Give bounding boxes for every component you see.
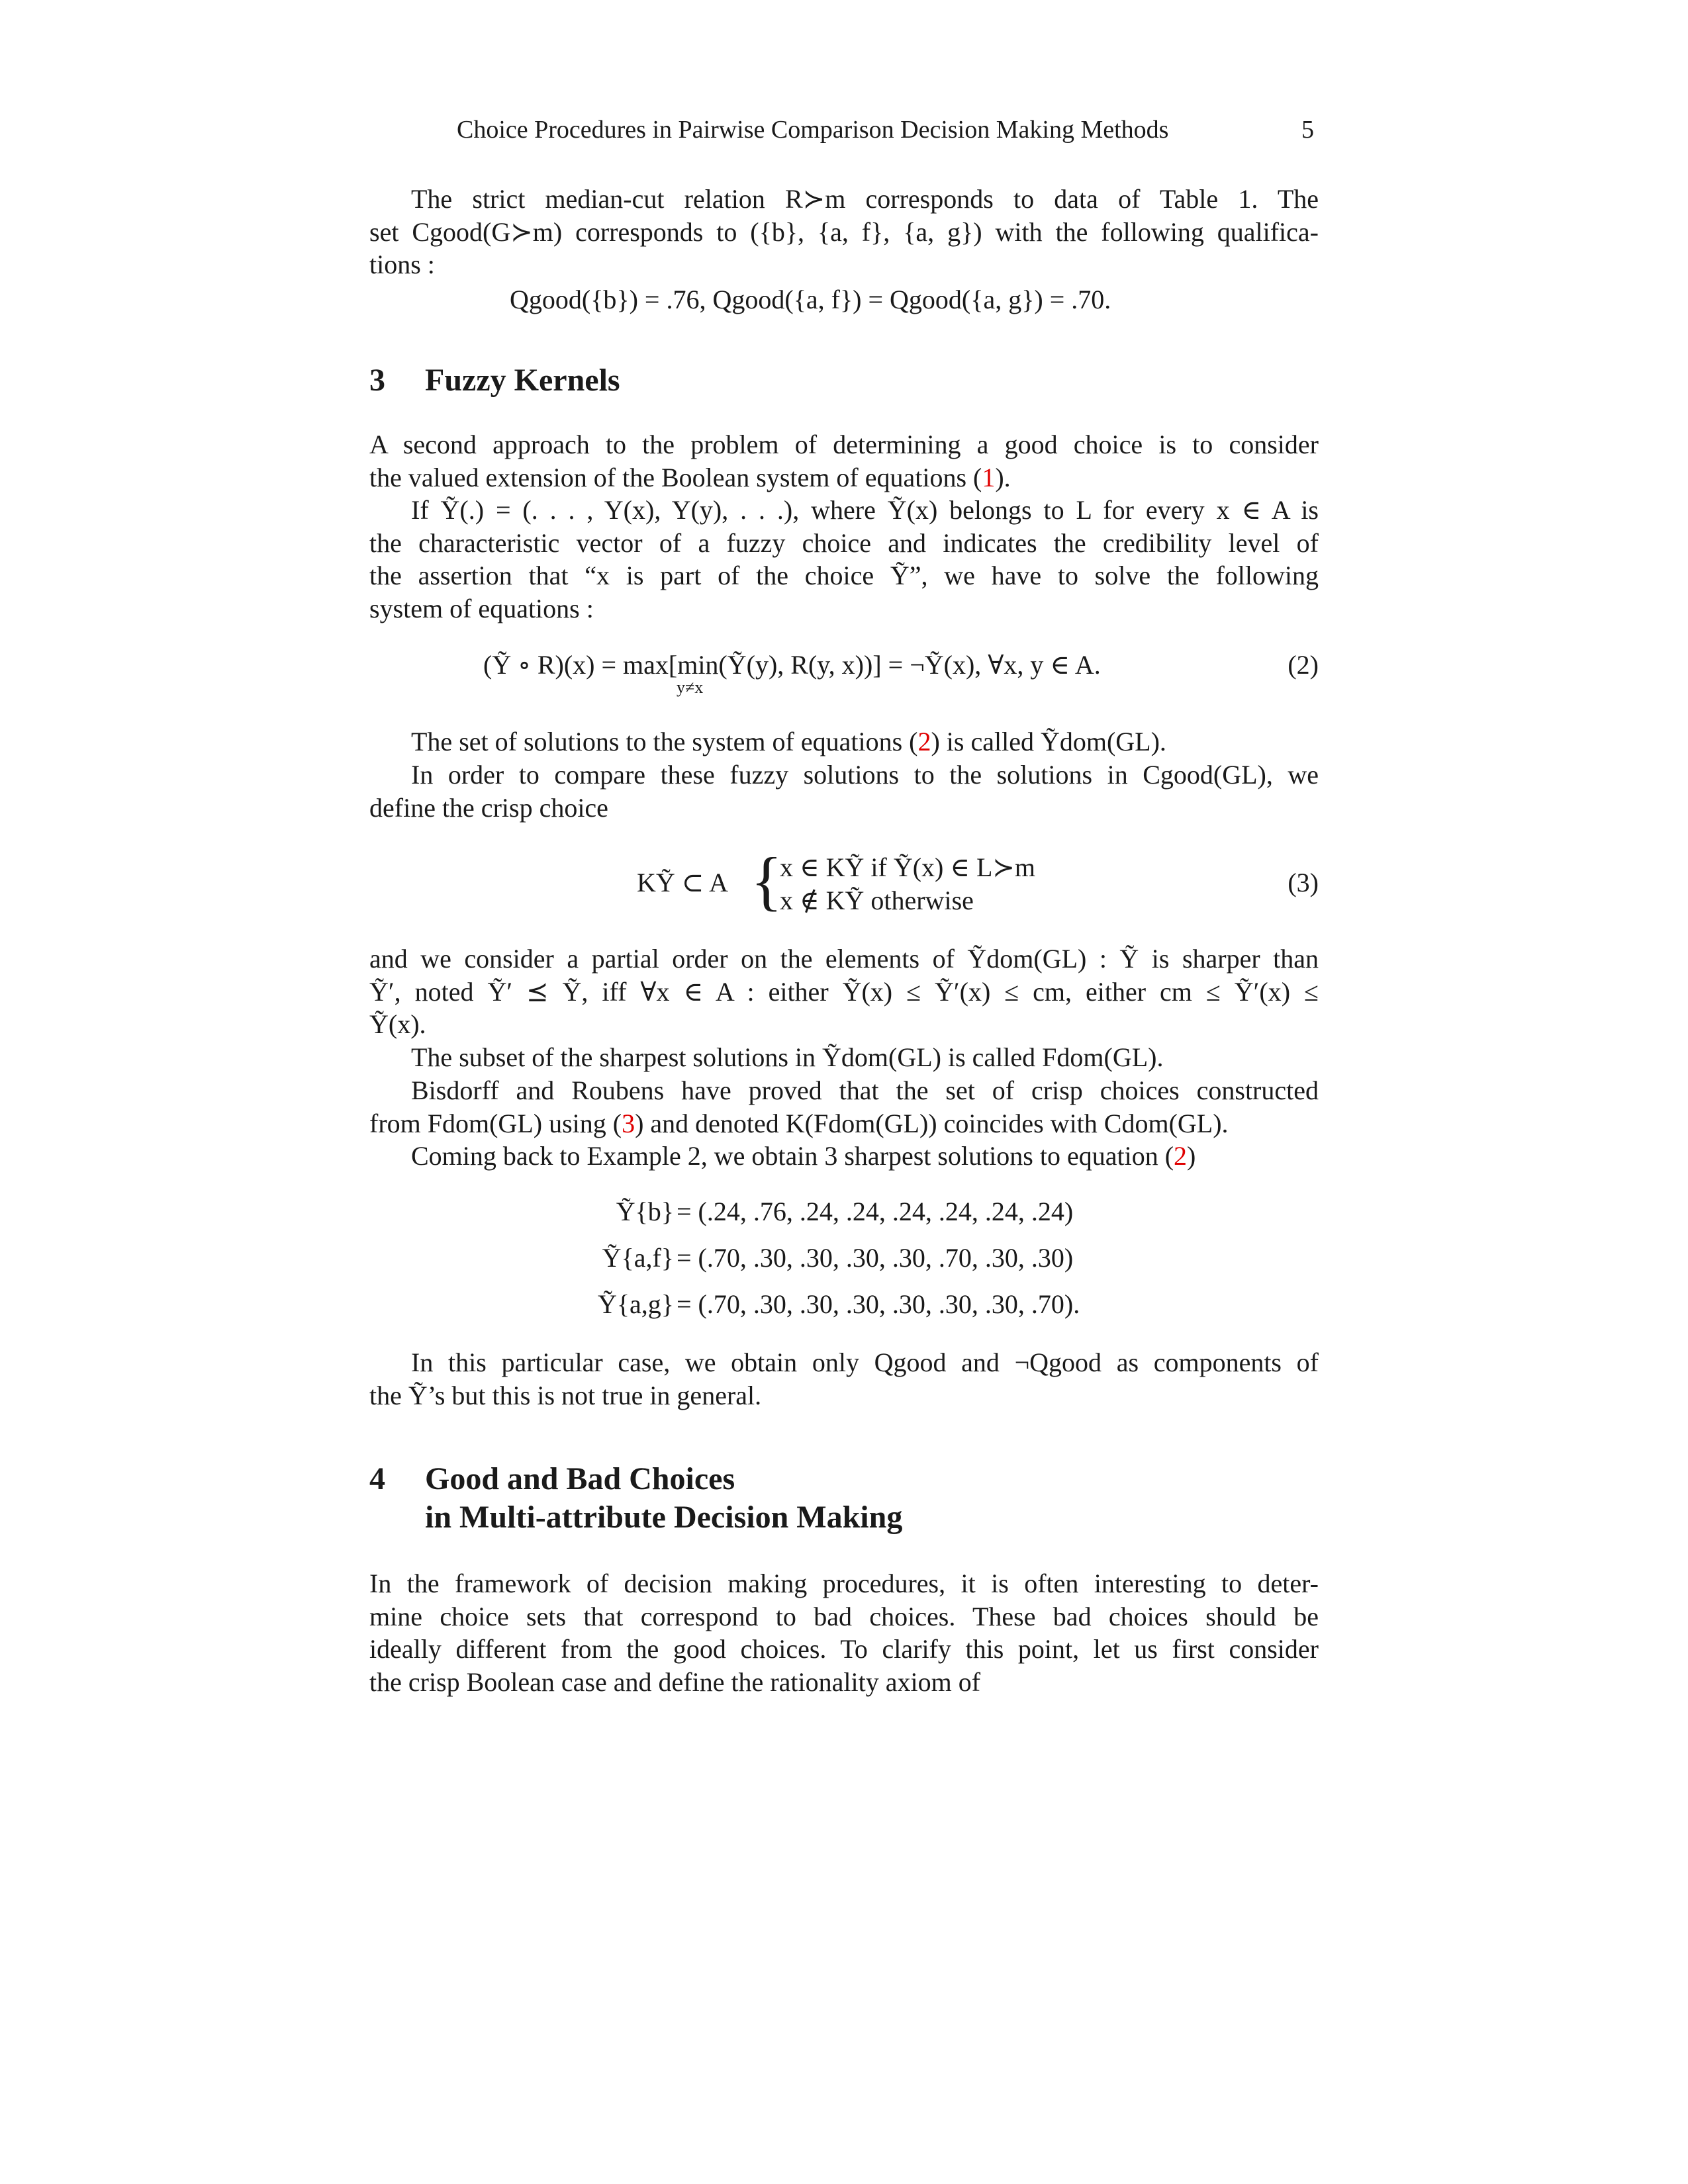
text: ). <box>995 462 1011 492</box>
solution-lhs: Ỹ{b} <box>616 1197 674 1226</box>
paragraph-solutions-set <box>369 725 1319 758</box>
text: ) and denoted K(Fdom(GL)) coincides with Cdom(GL). <box>635 1108 1229 1138</box>
equation-reference-link[interactable]: 1 <box>982 462 996 492</box>
equation-3-case-2: x ∉ KỸ otherwise <box>780 886 974 915</box>
text: The set of solutions to the system of equations ( <box>411 727 918 756</box>
line: define the crisp choice <box>369 792 608 823</box>
equation-reference-link[interactable]: 2 <box>1174 1141 1188 1171</box>
line: The subset of the sharpest solutions in Ỹdom(GL) is called Fdom(GL). <box>411 1042 1164 1072</box>
line <box>369 1107 1319 1140</box>
equation-reference-link[interactable]: 2 <box>917 727 931 756</box>
solution-lhs: Ỹ{a,f} <box>602 1243 674 1273</box>
solution-rhs: = (.24, .76, .24, .24, .24, .24, .24, .24) <box>677 1197 1074 1226</box>
line: A second approach to the problem of determining a good choice is to consider <box>369 430 1319 459</box>
left-brace: { <box>751 844 782 917</box>
equation-2: (Ỹ ∘ R)(x) = max[min(Ỹ(y), R(y, x))] = ¬Ỹ(x), ∀x, y ∈ A. <box>483 650 1101 680</box>
line <box>369 461 1319 494</box>
section-title: Fuzzy Kernels <box>425 363 620 398</box>
line: set Cgood(G≻m) corresponds to ({b}, {a, f}, {a, g}) with the following qualifica- <box>369 216 1319 247</box>
paragraph-sharpest-subset <box>369 1041 1319 1074</box>
paragraph-median-cut <box>369 183 1319 281</box>
line: tions : <box>369 250 435 279</box>
line: mine choice sets that correspond to bad choices. These bad choices should be <box>369 1601 1319 1631</box>
paragraph-second-approach <box>369 428 1319 494</box>
line <box>369 1140 1319 1173</box>
text: the valued extension of the Boolean system of equations ( <box>369 462 982 492</box>
paragraph-particular-case <box>369 1346 1319 1412</box>
paragraph-example <box>369 1140 1319 1173</box>
equation-number: (2) <box>1288 650 1319 680</box>
section-number: 3 <box>369 363 385 398</box>
paragraph-decision-framework <box>369 1567 1319 1698</box>
paragraph-partial-order <box>369 942 1319 1041</box>
line: the characteristic vector of a fuzzy choice and indicates the credibility level of <box>369 527 1319 558</box>
equation-3-lhs: KỸ ⊂ A <box>637 868 728 897</box>
line: the assertion that “x is part of the choice Ỹ”, we have to solve the following <box>369 561 1319 590</box>
line <box>369 725 1319 758</box>
solution-rhs: = (.70, .30, .30, .30, .30, .70, .30, .30) <box>677 1243 1074 1273</box>
text: ) <box>1187 1141 1196 1171</box>
line: Bisdorff and Roubens have proved that the set of crisp choices constructed <box>411 1075 1319 1105</box>
solution-rhs: = (.70, .30, .30, .30, .30, .30, .30, .70). <box>677 1289 1080 1319</box>
line: In order to compare these fuzzy solutions to the solutions in Cgood(GL), we <box>411 760 1319 790</box>
equation-2-subscript: y≠x <box>677 678 704 697</box>
line: Ỹ′, noted Ỹ′ ⪯ Ỹ, iff ∀x ∈ A : either Ỹ(x) ≤ Ỹ′(x) ≤ cm, either cm ≤ Ỹ′(x) ≤ <box>369 976 1319 1007</box>
section-heading-3 <box>369 361 620 400</box>
equation-number: (3) <box>1288 868 1319 897</box>
paragraph-bisdorff-roubens <box>369 1074 1319 1140</box>
section-heading-4 <box>369 1460 735 1498</box>
paragraph-compare <box>369 758 1319 824</box>
running-title: Choice Procedures in Pairwise Comparison Decision Making Methods <box>457 116 1169 144</box>
line: If Ỹ(.) = (. . . , Y(x), Y(y), . . .), where Ỹ(x) belongs to L for every x ∈ A is <box>411 495 1319 525</box>
page-number: 5 <box>1301 116 1314 144</box>
line: ideally different from the good choices. To clarify this point, let us first consider <box>369 1634 1319 1664</box>
text: Coming back to Example 2, we obtain 3 sharpest solutions to equation ( <box>411 1141 1174 1171</box>
text: from Fdom(GL) using ( <box>369 1108 622 1138</box>
section-title-continued: in Multi-attribute Decision Making <box>425 1500 903 1535</box>
section-number: 4 <box>369 1461 385 1496</box>
paragraph-fuzzy-choice <box>369 494 1319 625</box>
line: the Ỹ’s but this is not true in general. <box>369 1380 762 1410</box>
line: and we consider a partial order on the elements of Ỹdom(GL) : Ỹ is sharper than <box>369 944 1319 974</box>
line: system of equations : <box>369 593 594 623</box>
equation-3-case-1: x ∈ KỸ if Ỹ(x) ∈ L≻m <box>780 852 1036 882</box>
line: In this particular case, we obtain only Qgood and ¬Qgood as components of <box>411 1347 1319 1377</box>
line: In the framework of decision making procedures, it is often interesting to deter- <box>369 1569 1319 1598</box>
section-title: Good and Bad Choices <box>425 1461 735 1496</box>
equation-reference-link[interactable]: 3 <box>622 1108 635 1138</box>
solution-lhs: Ỹ{a,g} <box>597 1289 674 1319</box>
equation-qualifications: Qgood({b}) = .76, Qgood({a, f}) = Qgood({a, g}) = .70. <box>510 285 1111 314</box>
text: ) is called Ỹdom(GL). <box>931 727 1166 756</box>
line: Ỹ(x). <box>369 1009 426 1039</box>
line: The strict median-cut relation R≻m corresponds to data of Table 1. The <box>411 184 1319 214</box>
line: the crisp Boolean case and define the rationality axiom of <box>369 1666 981 1697</box>
